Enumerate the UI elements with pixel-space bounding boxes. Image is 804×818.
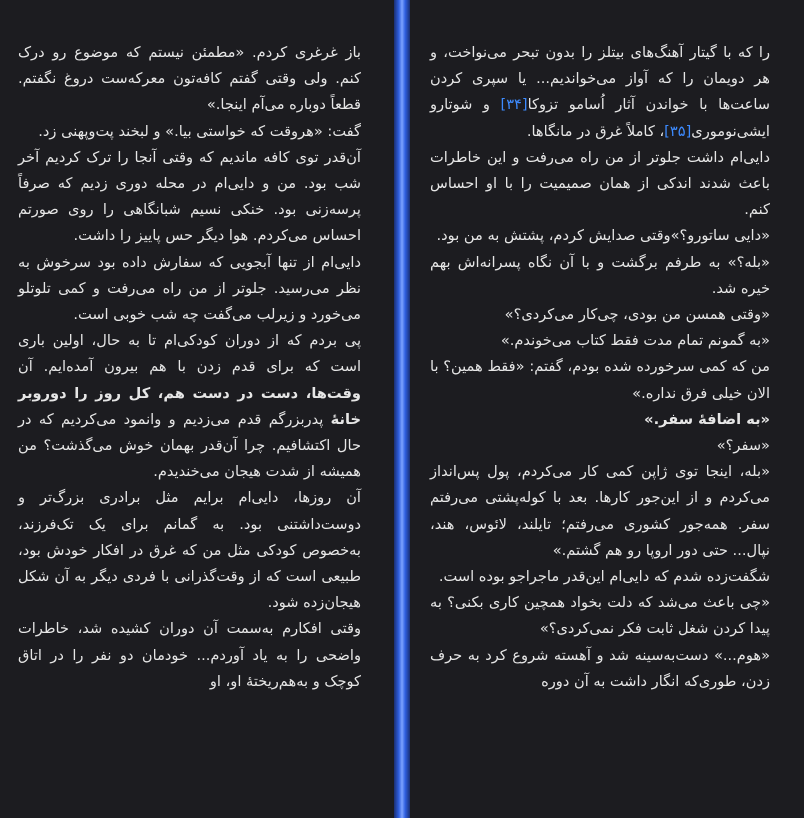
paragraph: [430, 40, 770, 145]
paragraph: دایی‌ام از تنها آبجویی که سفارش داده بود سرخوش به نظر می‌رسید. جلوتر از من راه می‌رفت و کمی تلوتلو می‌خورد و زیرلب می‌گفت چه شب خوبی است.: [18, 253, 361, 324]
paragraph: «سفر؟»: [716, 437, 770, 455]
paragraph: آن روزها، دایی‌ام برایم مثل برادری بزرگ‌تر و دوست‌داشتنی بود. به گمانم برای یک تک‌فرزند، به‌خصوص کودکی مثل من که غرق در افکار خودش بود، طبیعی است که از وقت‌گذرانی با فردی دیگر به آن شکل هیجان‌زده شود.: [18, 489, 361, 612]
paragraph-text: پی بردم که از دوران کودکی‌ام تا به حال، اولین باری است که برای قدم زدن با هم بیرون آمده‌ایم. آن: [18, 332, 361, 376]
paragraph: «دایی ساتورو؟»وقتی صدایش کردم، پشتش به من بود.: [436, 227, 770, 245]
paragraph: دایی‌ام داشت جلوتر از من راه می‌رفت و این خاطرات باعث شدند اندکی از همان صمیمیت را با او احساس کنم.: [430, 148, 770, 219]
right-page: [410, 0, 804, 818]
paragraph: گفت: «هروقت که خواستی بیا.» و لبخند پت‌وپهنی زد.: [38, 122, 361, 140]
paragraph: من که کمی سرخورده شده بودم، گفتم: «فقط همین؟ با الان خیلی فرق نداره.»: [430, 358, 770, 402]
left-page-text: [18, 40, 361, 695]
paragraph-text: ، کاملاً غرق در مانگاها.: [526, 122, 665, 140]
bold-paragraph: «به اضافهٔ سفر.»: [644, 410, 770, 428]
left-page: [0, 0, 394, 818]
paragraph: [18, 328, 361, 485]
paragraph: وقتی افکارم به‌سمت آن دوران کشیده شد، خاطرات واضحی را به یاد آوردم... خودمان دو نفر را در اتاق کوچک و به‌هم‌ریختهٔ او، او: [18, 620, 361, 690]
paragraph-text: و شوتارو ایشی‌نوموری: [430, 96, 770, 140]
paragraph: آن‌قدر توی کافه ماندیم که وقتی آنجا را ترک کردیم آخر شب بود. من و دایی‌ام در محله دوری زدیم که صرفاً پرسه‌زنی بود. خنکی نسیم شبانگاهی را روی صورتم احساس می‌کردم. هوا دیگر حس پاییز را داشت.: [18, 148, 361, 245]
paragraph: «به گمونم تمام مدت فقط کتاب می‌خوندم.»: [500, 332, 770, 350]
paragraph: «هوم...» دست‌به‌سینه شد و آهسته شروع کرد به حرف زدن، طوری‌که انگار داشت به آن دوره: [430, 646, 770, 690]
paragraph: «وقتی همسن من بودی، چی‌کار می‌کردی؟»: [504, 306, 770, 324]
paragraph: «بله؟» به طرفم برگشت و با آن نگاه پسرانه‌اش بهم خیره شد.: [430, 253, 770, 297]
footnote-link[interactable]: [۳۵]: [664, 122, 692, 140]
paragraph-text: را که با گیتار آهنگ‌های بیتلز را بدون تبحر می‌نواخت، و هر دویمان را که آواز می‌خواندیم... یا سپری کردن ساعت‌ها با خواندن آثار اُسامو تزوکا: [430, 44, 770, 114]
paragraph: باز غرغری کردم. «مطمئن نیستم که موضوع رو درک کنم. ولی وقتی گفتم کافه‌تون معرکه‌ست دروغ نگفتم. قطعاً دوباره می‌آم اینجا.»: [18, 44, 361, 114]
book-gutter: [394, 0, 410, 818]
right-page-text: [430, 40, 770, 695]
paragraph: «چی باعث می‌شد که دلت بخواد همچین کاری بکنی؟ به پیدا کردن شغل ثابت فکر نمی‌کردی؟»: [430, 594, 770, 638]
paragraph: شگفت‌زده شدم که دایی‌ام این‌قدر ماجراجو بوده است.: [438, 568, 770, 586]
paragraph: «بله، اینجا توی ژاپن کمی کار می‌کردم، پول پس‌انداز می‌کردم و از این‌جور کارها. بعد با کوله‌پشتی می‌رفتم سفر. همه‌جور کشوری می‌رفتم؛ تایلند، لائوس، هند، نپال... حتی دور اروپا رو هم گشتم.»: [430, 463, 770, 559]
paragraph-text: پدربزرگم قدم می‌زدیم و وانمود می‌کردیم که در حال اکتشافیم. چرا آن‌قدر بهمان خوش می‌گذشت؟ من همیشه از شدت هیجان می‌خندیدم.: [18, 410, 361, 481]
bold-text: وقت‌ها، دست در دست هم، کل روز را دوروبر خانهٔ: [18, 384, 361, 428]
footnote-link[interactable]: [۳۴]: [500, 96, 528, 114]
